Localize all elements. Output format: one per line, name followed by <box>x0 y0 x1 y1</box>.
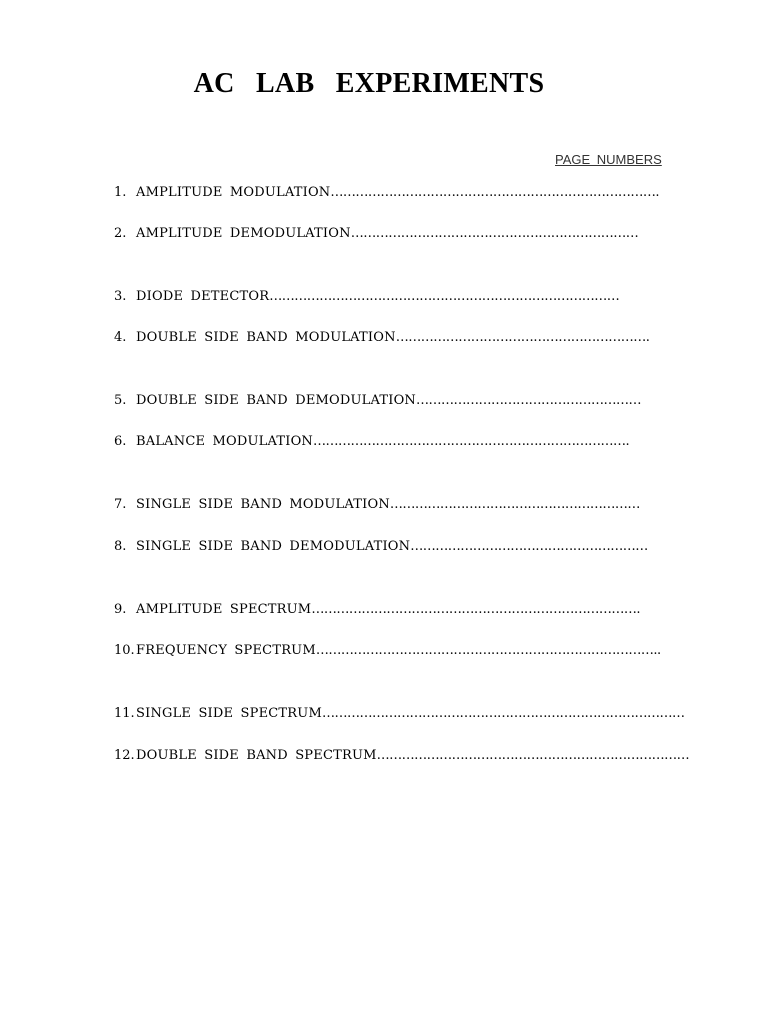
toc-item-leader: ……………………………………………… <box>416 393 642 408</box>
toc-item-label: DIODE DETECTOR <box>136 289 270 304</box>
page-numbers-header: PAGE NUMBERS <box>555 152 662 167</box>
page-title: AC LAB EXPERIMENTS <box>193 68 545 99</box>
toc-item-number: 9. <box>114 602 127 617</box>
toc-item-leader: …………………………………………………………………. <box>313 434 630 449</box>
toc-item-leader: ……………………………………………………………………. <box>330 185 660 200</box>
toc-item-label: SINGLE SIDE SPECTRUM <box>136 706 322 721</box>
toc-item-label: AMPLITUDE MODULATION <box>136 185 331 200</box>
toc-item-number: 6. <box>114 434 127 449</box>
toc-item-number: 10. <box>114 643 135 658</box>
toc-item-number: 7. <box>114 497 127 512</box>
toc-item-leader: …………………………………………………………………………… <box>321 706 685 721</box>
toc-item-number: 3. <box>114 289 127 304</box>
toc-item-number: 8. <box>114 539 127 554</box>
toc-item-label: SINGLE SIDE BAND DEMODULATION <box>136 539 411 554</box>
toc-item-label: FREQUENCY SPECTRUM <box>136 643 316 658</box>
toc-item <box>114 497 640 512</box>
toc-item <box>114 643 661 658</box>
toc-item-number: 5. <box>114 393 127 408</box>
toc-item-leader: …………………………………………………………… <box>350 226 639 241</box>
toc-item-label: DOUBLE SIDE BAND DEMODULATION <box>136 393 417 408</box>
toc-item-leader: ………………………………………………………………… <box>376 748 690 763</box>
toc-item <box>114 748 689 763</box>
toc-item-label: BALANCE MODULATION <box>136 434 314 449</box>
toc-item-label: AMPLITUDE DEMODULATION <box>136 226 351 241</box>
toc-item-label: DOUBLE SIDE BAND MODULATION <box>136 330 396 345</box>
toc-item-number: 2. <box>114 226 127 241</box>
toc-item <box>114 434 629 449</box>
toc-item <box>114 185 659 200</box>
toc-item-leader: ……………………………………………………………………….. <box>315 643 661 658</box>
toc-item <box>114 539 648 554</box>
toc-item <box>114 226 638 241</box>
toc-item-number: 11. <box>114 706 135 721</box>
toc-item <box>114 393 641 408</box>
toc-item-leader: ……………………………………………………. <box>395 330 650 345</box>
toc-item <box>114 330 649 345</box>
toc-item-leader: …………………………………………………… <box>389 497 640 512</box>
toc-item-label: AMPLITUDE SPECTRUM <box>136 602 312 617</box>
toc-item-leader: ………………………………………………… <box>410 539 648 554</box>
toc-item-label: SINGLE SIDE BAND MODULATION <box>136 497 390 512</box>
toc-item-number: 1. <box>114 185 127 200</box>
toc-item <box>114 602 640 617</box>
toc-item-number: 4. <box>114 330 127 345</box>
toc-item-leader: ……………………………………………………………………. <box>311 602 640 617</box>
toc-item-leader: ………………………………………………………………………… <box>269 289 620 304</box>
toc-item <box>114 706 684 721</box>
toc-item-label: DOUBLE SIDE BAND SPECTRUM <box>136 748 377 763</box>
toc-item-number: 12. <box>114 748 135 763</box>
toc-item <box>114 289 619 304</box>
